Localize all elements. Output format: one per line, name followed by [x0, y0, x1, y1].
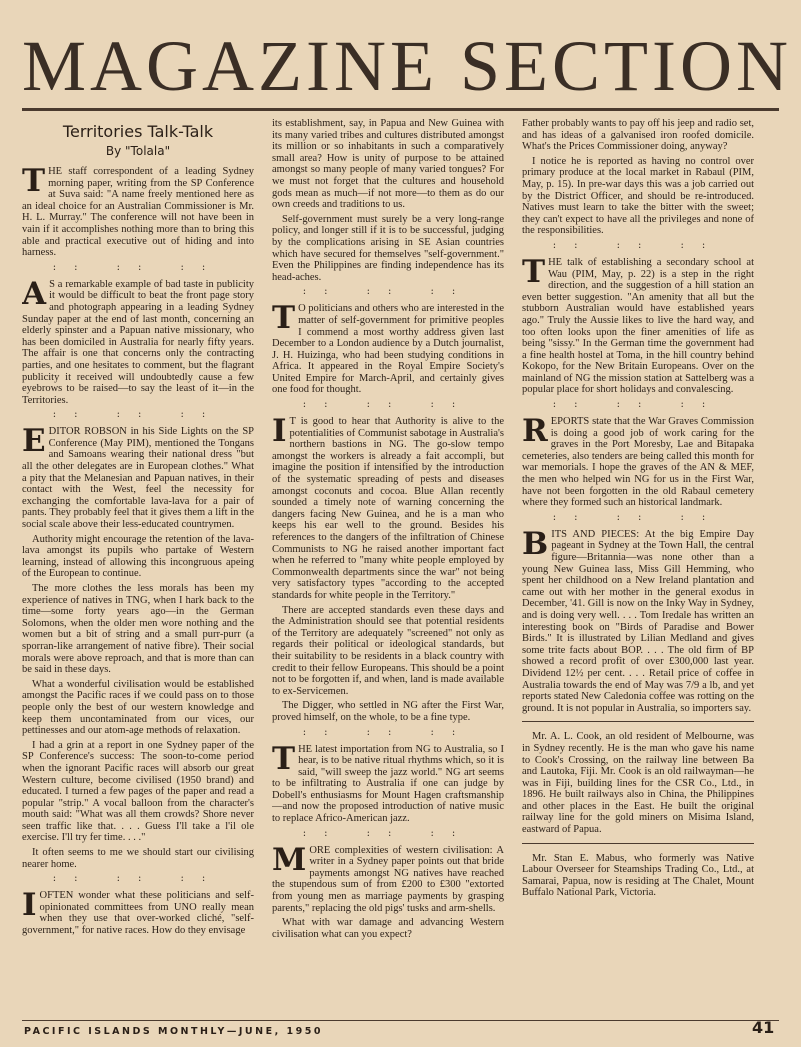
- column-rule: [522, 721, 754, 722]
- section-separator: :: :: ::: [302, 286, 474, 298]
- masthead-title: MAGAZINE SECTION: [22, 26, 792, 106]
- paragraph: EDITOR ROBSON in his Side Lights on the SP Conference (May PIM), mentioned the Tongans and Samoans wearing their national dress "but all the other delegates are in European clothes." What a pity that the Melanesian and Papuan natives, in their contact with the West, feel the necessity for exchanging the comfortable lava-lava for a pair of pants. They probably feel that it gives them a lift in the social scale above their less-educated countrymen.: [22, 423, 254, 531]
- paragraph: There are accepted standards even these days and the Administration should see that potential residents of the Territory are adequately "screened" not only as regards their political or ideological standards, but their suitability to be residents in a black country with credit to their fellow Europeans. This should be a point not to be forgotten if, and when, land is made available to ex-Servicemen.: [272, 604, 504, 697]
- paragraph: its establishment, say, in Papua and New Guinea with its many varied tribes and cultures distributed amongst its million or so inhabitants in such a comparatively small area? How is unity of purpose to be attained amongst so many people of many varied tongues? For we must not forget that the cultures and household gods mean as much—if not more—to them as do our own creeds and traditions to us.: [272, 118, 504, 211]
- paragraph: Authority might encourage the retention of the lava-lava amongst its pupils who partake of Western learning, instead of allowing this incongruous apeing of the European to continue.: [22, 533, 254, 580]
- column-3: [522, 118, 754, 1018]
- section-separator: :: :: ::: [52, 873, 224, 885]
- masthead-rule: [22, 108, 779, 111]
- section-separator: :: :: ::: [52, 261, 224, 273]
- paragraph: TO politicians and others who are interested in the matter of self-government for primitive peoples I commend a most worthy address given last December to a London audience by a Dutch journalist, J. H. Huizinga, who had been studying conditions in Africa. It appeared in the Royal Empire Society's United Empire for March-April, and certainly gives one food for thought.: [272, 300, 504, 396]
- column-rule: [522, 843, 754, 844]
- paragraph: What with war damage and advancing Western civilisation what can you expect?: [272, 917, 504, 940]
- paragraph: AS a remarkable example of bad taste in publicity it would be difficult to beat the front page story and photograph appearing in a leading Sydney Sunday paper at the end of last month, concerning an elderly spinster and a Papuan native missionary, who has been domiciled in Australia for nearly fifty years. The affair is one that concerns only the contracting parties, and one hesitates to comment, but the flagrant publicity it received will undoubtedly cause a few eyebrows to be raised—to say the least of it—in the Territories.: [22, 275, 254, 406]
- column-2: [272, 118, 504, 1018]
- paragraph: I had a grin at a report in one Sydney paper of the SP Conference's success: The soon-to-come period when the ignorant Pacific races will absorb our great Western culture, become civilised (1950 brand) and educated. I turned a few pages of the paper and read a popular "strip." A vocal balloon from the character's mouth said: "What was all them crowds? Shore never seen traffic like that. . . . Guess I'll take a l'il ole exercise. I'll try fer time. . . .": [22, 739, 254, 844]
- paragraph: What a wonderful civilisation would be established amongst the Pacific races if we could pass on to those people only the best of our western knowledge and keep them uncontaminated from our vices, our pettinesses and our atom-age methods of relaxation.: [22, 678, 254, 737]
- article-headline: Territories Talk-Talk: [62, 122, 214, 141]
- paragraph: IT is good to hear that Authority is alive to the potentialities of Communist sabotage in Australia's northern bastions in NG. The go-slow tempo amongst the workers is already a fait accompli, but imagine the position if intensified by the introduction of the systematic spreading of pests and diseases amongst coconuts and cocoa. Blue Allan recently sounded a timely note of warning concerning the dangers facing New Guinea, and he is a man who keeps his ear well to the ground. Besides his references to the dangers of the infiltration of Chinese Communists to NG he raised another important fact when he referred to "many white people employed by Commonwealth departments since the war" not being very satisfactory types "according to the accepted standards for white people in the Territory.": [272, 413, 504, 601]
- paragraph: I notice he is reported as having no control over primary produce at the local market in Rabaul (PIM, May, p. 15). In pre-war days this was a job carried out by the District Officer, and should be re-introduced. Natives must learn to take the bitter with the sweet; they can't expect to have all the privileges and none of the responsibilities.: [522, 155, 754, 237]
- paragraph: It often seems to me we should start our civilising nearer home.: [22, 847, 254, 870]
- paragraph: The Digger, who settled in NG after the First War, proved himself, on the whole, to be a fine type.: [272, 700, 504, 723]
- article-byline: By "Tolala": [105, 144, 171, 158]
- section-separator: :: :: ::: [302, 726, 474, 738]
- section-separator: :: :: ::: [302, 827, 474, 839]
- section-separator: :: :: ::: [552, 511, 724, 523]
- paragraph: Father probably wants to pay off his jeep and radio set, and has ideas of a galvanised iron roofed domicile. What's the Prices Commissioner doing, anyway?: [522, 118, 754, 153]
- paragraph: Mr. A. L. Cook, an old resident of Melbourne, was in Sydney recently. He is the man who gave his name to Cook's Crossing, on the railway line between Ba and Lautoka, Fiji. Mr. Cook is an old railwayman—he was in Fiji, building lines for the CSR Co., Ltd., in 1896. He built railways also in China, the Philippines and other places in the East. He built the original railway line for the gold miners on Misima Island, eastward of Papua.: [522, 731, 754, 836]
- section-separator: :: :: ::: [52, 409, 224, 421]
- section-separator: :: :: ::: [552, 399, 724, 411]
- page-number: 41: [752, 1018, 775, 1037]
- paragraph: MORE complexities of western civilisation: A writer in a Sydney paper points out that bride payments amongst NG natives have reached the stupendous sum of from £200 to £300 "extorted from young men as marriage payments by grasping parents," replacing the old pigs' tusks and arm-shells.: [272, 841, 504, 914]
- paragraph: BITS AND PIECES: At the big Empire Day pageant in Sydney at the Town Hall, the central figure—Britannia—was none other than a young New Guinea lass, Miss Gill Hemming, who spent her childhood on a New Ireland plantation and came out with her mother in the general exodus in December, '41. Gill is now on the Inky Way in Sydney, and is doing very well. . . . Tom Iredale has written an interesting book on "Birds of Paradise and Bower Birds." It is illustrated by Lilian Medland and gives some trite facts about BOP. . . . The old firm of BP showed a record profit of over £300,000 last year. Dividend 12½ per cent. . . . Retail price of coffee in Australia towards the end of May was 7/9 a lb, and yet reports stated New Caledonia coffee was rotting on the ground. It is not popular in Australia, so importers say.: [522, 525, 754, 714]
- footer-rule: [22, 1020, 779, 1021]
- column-1: [22, 118, 254, 1018]
- section-separator: :: :: ::: [302, 399, 474, 411]
- paragraph: The more clothes the less morals has been my experience of natives in TNG, when I hark back to the time—some forty years ago—in the German Solomons, when the older men wore nothing and the women but a bit of string and a small purr-purr (a sporran-like arrangement of native fibre). Their social morals were above reproach, and that is more than can be said in these days.: [22, 583, 254, 676]
- paragraph: THE talk of establishing a secondary school at Wau (PIM, May, p. 22) is a step in the right direction, and the suggestion of a hill station an even better suggestion. "An amenity that all but the stubborn Australian would have established years ago." Truly the Aussie likes to live the hard way, and too often looks upon the finer amenities of life as being "sissy." In the German time the government had a fine health hostel at Toma, in the hill country behind Kokopo, for the New Britain Europeans. Over on the mainland of NG the mission station at Sattelberg was a popular place for short holidays and convalescing.: [522, 253, 754, 396]
- footer-publication: PACIFIC ISLANDS MONTHLY—JUNE, 1950: [24, 1026, 323, 1037]
- paragraph: THE staff correspondent of a leading Sydney morning paper, writing from the SP Conference at Suva said: "A name freely mentioned here as an ideal choice for an Australian Commissioner is Mr. H. L. Murray." The conference will not have been in vain if it accomplishes nothing more than to bring this able and practical executive out of hiding and into harness.: [22, 163, 254, 259]
- paragraph: Mr. Stan E. Mabus, who formerly was Native Labour Overseer for Steamships Trading Co., Ltd., at Samarai, Papua, now is residing at The Chalet, Mount Buffalo National Park, Victoria.: [522, 852, 754, 899]
- paragraph: IOFTEN wonder what these politicians and self-opinionated committees from UNO really mean when they use that over-worked cliché, "self-government," for native races. How do they envisage: [22, 887, 254, 937]
- paragraph: Self-government must surely be a very long-range policy, and longer still if it is to be successful, judging by the complications arising in SE Asian countries which have secured for themselves "self-government." Even the Philippines are finding independence has its head-aches.: [272, 213, 504, 283]
- section-separator: :: :: ::: [552, 239, 724, 251]
- paragraph: THE latest importation from NG to Australia, so I hear, is to be native ritual rhythms which, so it is said, "will sweep the jazz world." NG art seems to be infiltrating to Australia if one can judge by Dobell's enthusiasms for Mount Hagen craftsmanship—and now the proposed introduction of native music to replace Africo-American jazz.: [272, 740, 504, 825]
- paragraph: REPORTS state that the War Graves Commission is doing a good job of work caring for the graves in the Port Moresby, Lae and Bitapaka cemeteries, also tenders are being called this month for war memorials. I hope the graves of the AN & MEF, the men who helped win NG for us in the First War, have not been forgotten in the old Rabaul cemetery where they formed such an historical landmark.: [522, 413, 754, 509]
